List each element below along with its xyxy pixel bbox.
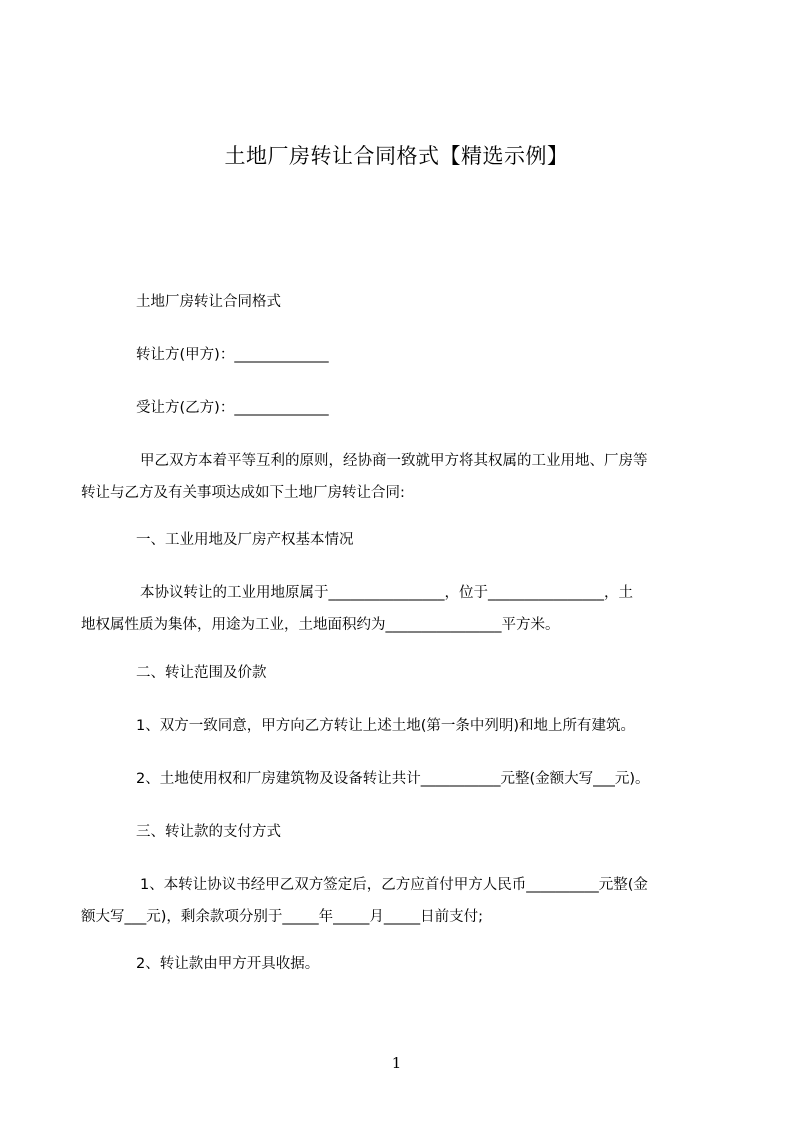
preamble-paragraph: [81, 445, 648, 509]
section-2-item-1-text: 1、双方一致同意，甲方向乙方转让上述土地(第一条中列明)和地上所有建筑。: [136, 718, 636, 734]
section-2-heading-text: 二、转让范围及价款: [136, 665, 267, 681]
section-3-item-2-text: 2、转让款由甲方开具收据。: [136, 956, 320, 972]
section-1-heading: [136, 524, 354, 556]
transferor-paragraph: [136, 339, 329, 371]
section-3-item-1: [81, 869, 648, 933]
section-1-line-2: 地权属性质为集体，用途为工业，土地面积约为________________平方米。: [81, 617, 560, 633]
transferee-field: 受让方(乙方)：_____________: [136, 400, 329, 416]
section-2-heading: [136, 657, 267, 689]
page-number: 1: [391, 1054, 402, 1072]
section-2-item-1: [136, 710, 635, 742]
transferor-field: 转让方(甲方)：_____________: [136, 347, 329, 363]
section-2-item-2-text: 2、土地使用权和厂房建筑物及设备转让共计___________元整(金额大写___元)。: [136, 771, 650, 787]
section-3-heading-text: 三、转让款的支付方式: [136, 824, 281, 840]
section-3-item-1-line-1: 1、本转让协议书经甲乙双方签定后，乙方应首付甲方人民币__________元整(金: [140, 877, 648, 893]
section-2-item-2: [136, 763, 650, 795]
subtitle-paragraph: [136, 286, 281, 318]
preamble-line-1: 甲乙双方本着平等互利的原则，经协商一致就甲方将其权属的工业用地、厂房等: [140, 453, 648, 469]
section-3-heading: [136, 816, 281, 848]
section-1-paragraph: [81, 577, 633, 641]
section-1-line-1: 本协议转让的工业用地原属于________________，位于________________，土: [140, 585, 633, 601]
section-3-item-1-line-2: 额大写___元)，剩余款项分别于_____年_____月_____日前支付;: [81, 909, 484, 925]
section-3-item-2: [136, 948, 319, 980]
subtitle-text: 土地厂房转让合同格式: [136, 294, 281, 310]
transferee-paragraph: [136, 392, 329, 424]
document-title: 土地厂房转让合同格式【精选示例】: [224, 144, 569, 168]
section-1-heading-text: 一、工业用地及厂房产权基本情况: [136, 532, 354, 548]
preamble-line-2: 转让与乙方及有关事项达成如下土地厂房转让合同:: [81, 485, 405, 501]
